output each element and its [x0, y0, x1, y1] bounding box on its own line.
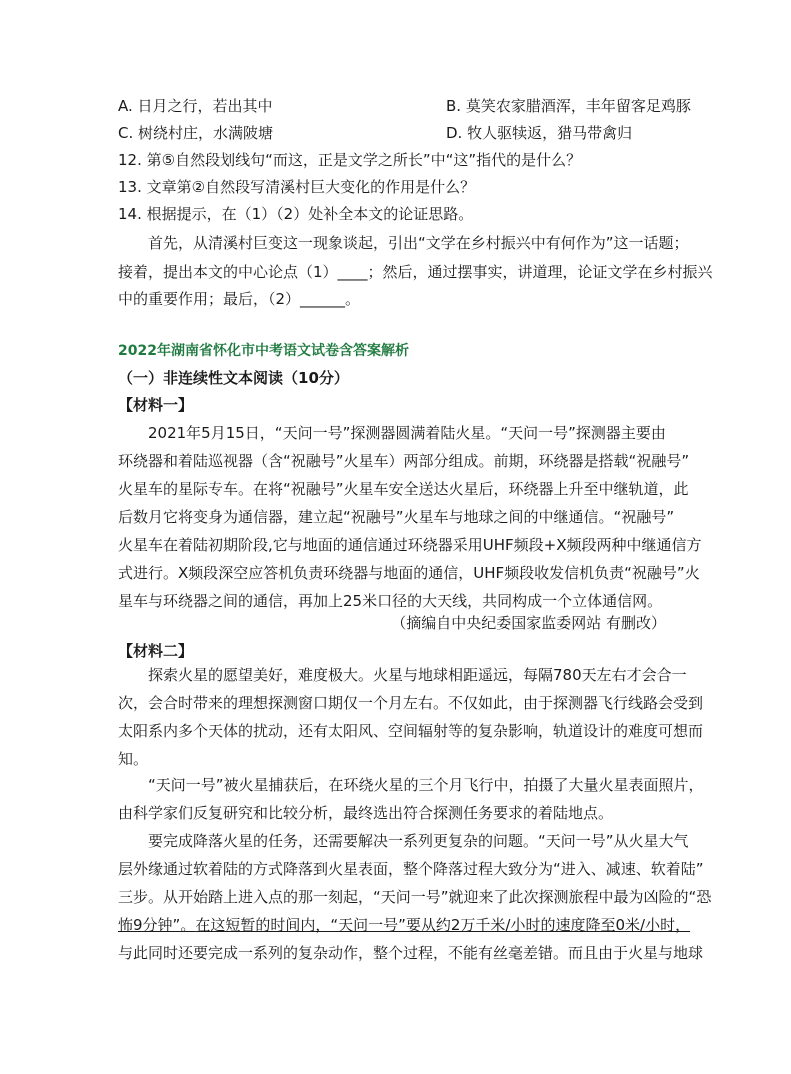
answer-title: 2022年湖南省怀化市中考语文试卷含答案解析	[118, 343, 409, 359]
section-heading: （一）非连续性文本阅读（10分）	[118, 369, 349, 387]
question-14-para-3: 中的重要作用；最后，（2）______。	[118, 290, 361, 308]
option-c: C. 树绕村庄，水满陂塘	[118, 124, 274, 142]
material-1-line: 式进行。X频段深空应答机负责环绕器与地面的通信，UHF频段收发信机负责“祝融号”火	[118, 564, 700, 582]
material-2-line: 由科学家们反复研究和比较分析，最终选出符合探测任务要求的着陆地点。	[118, 804, 614, 822]
question-14-para-2: 接着，提出本文的中心论点（1）____；然后，通过摆事实，讲道理，论证文学在乡村振兴	[118, 263, 713, 281]
material-2-line: 与此同时还要完成一系列的复杂动作，整个过程，不能有丝毫差错。而且由于火星与地球	[118, 944, 704, 962]
option-b: B. 莫笑农家腊酒浑，丰年留客足鸡豚	[446, 97, 691, 115]
option-d: D. 牧人驱犊返，猎马带禽归	[446, 124, 633, 142]
material-2-line: 次，会合时带来的理想探测窗口期仅一个月左右。不仅如此，由于探测器飞行线路会受到	[118, 694, 704, 712]
question-13: 13. 文章第②自然段写清溪村巨大变化的作用是什么？	[118, 178, 476, 196]
question-14-para-1: 首先，从清溪村巨变这一现象谈起，引出“文学在乡村振兴中有何作为”这一话题；	[148, 234, 689, 252]
material-2-line: 太阳系内多个天体的扰动，还有太阳风、空间辐射等的复杂影响，轨道设计的难度可想而	[118, 722, 704, 740]
material-2-label: 【材料二】	[118, 642, 194, 660]
underlined-sentence: 在这短暂的时间内，“天问一号”要从约2万千米/小时的速度降至0米/小时，	[195, 916, 691, 934]
material-1-line: 2021年5月15日，“天问一号”探测器圆满着陆火星。“天问一号”探测器主要由	[148, 424, 666, 442]
option-a: A. 日月之行，若出其中	[118, 97, 273, 115]
question-12: 12. 第⑤自然段划线句“而这，正是文学之所长”中“这”指代的是什么？	[118, 151, 582, 169]
material-2-line: 层外缘通过软着陆的方式降落到火星表面，整个降落过程大致分为“进入、减速、软着陆”	[118, 860, 704, 878]
material-1-line: 星车与环绕器之间的通信，再加上25米口径的大天线，共同构成一个立体通信网。	[118, 592, 663, 610]
material-1-line: 火星车在着陆初期阶段,它与地面的通信通过环绕器采用UHF频段+X频段两种中继通信方	[118, 536, 702, 554]
material-1-line: 后数月它将变身为通信器，建立起“祝融号”火星车与地球之间的中继通信。“祝融号”	[118, 508, 675, 526]
material-2-line: 要完成降落火星的任务，还需要解决一系列更复杂的问题。“天问一号”从火星大气	[148, 832, 689, 850]
material-2-line	[118, 915, 691, 935]
material-1-line: 环绕器和着陆巡视器（含“祝融号”火星车）两部分组成。前期，环绕器是搭载“祝融号”	[118, 452, 690, 470]
underlined-phrase: 怖9分钟”。	[118, 916, 196, 934]
material-1-label: 【材料一】	[118, 396, 194, 414]
question-14: 14. 根据提示，在（1）（2）处补全本文的论证思路。	[118, 205, 474, 223]
material-1-line: 火星车的星际专车。在将“祝融号”火星车安全送达火星后，环绕器上升至中继轨道，此	[118, 480, 689, 498]
material-2-line: “天问一号”被火星捕获后，在环绕火星的三个月飞行中，拍摄了大量火星表面照片，	[148, 776, 704, 794]
material-2-line: 三步。从开始踏上进入点的那一刻起，“天问一号”就迎来了此次探测旅程中最为凶险的“恐	[118, 888, 712, 906]
material-2-line: 知。	[118, 750, 149, 768]
material-1-source: （摘编自中央纪委国家监委网站 有删改）	[391, 614, 666, 632]
material-2-line: 探索火星的愿望美好，难度极大。火星与地球相距遥远，每隔780天左右才会合一	[148, 666, 687, 684]
